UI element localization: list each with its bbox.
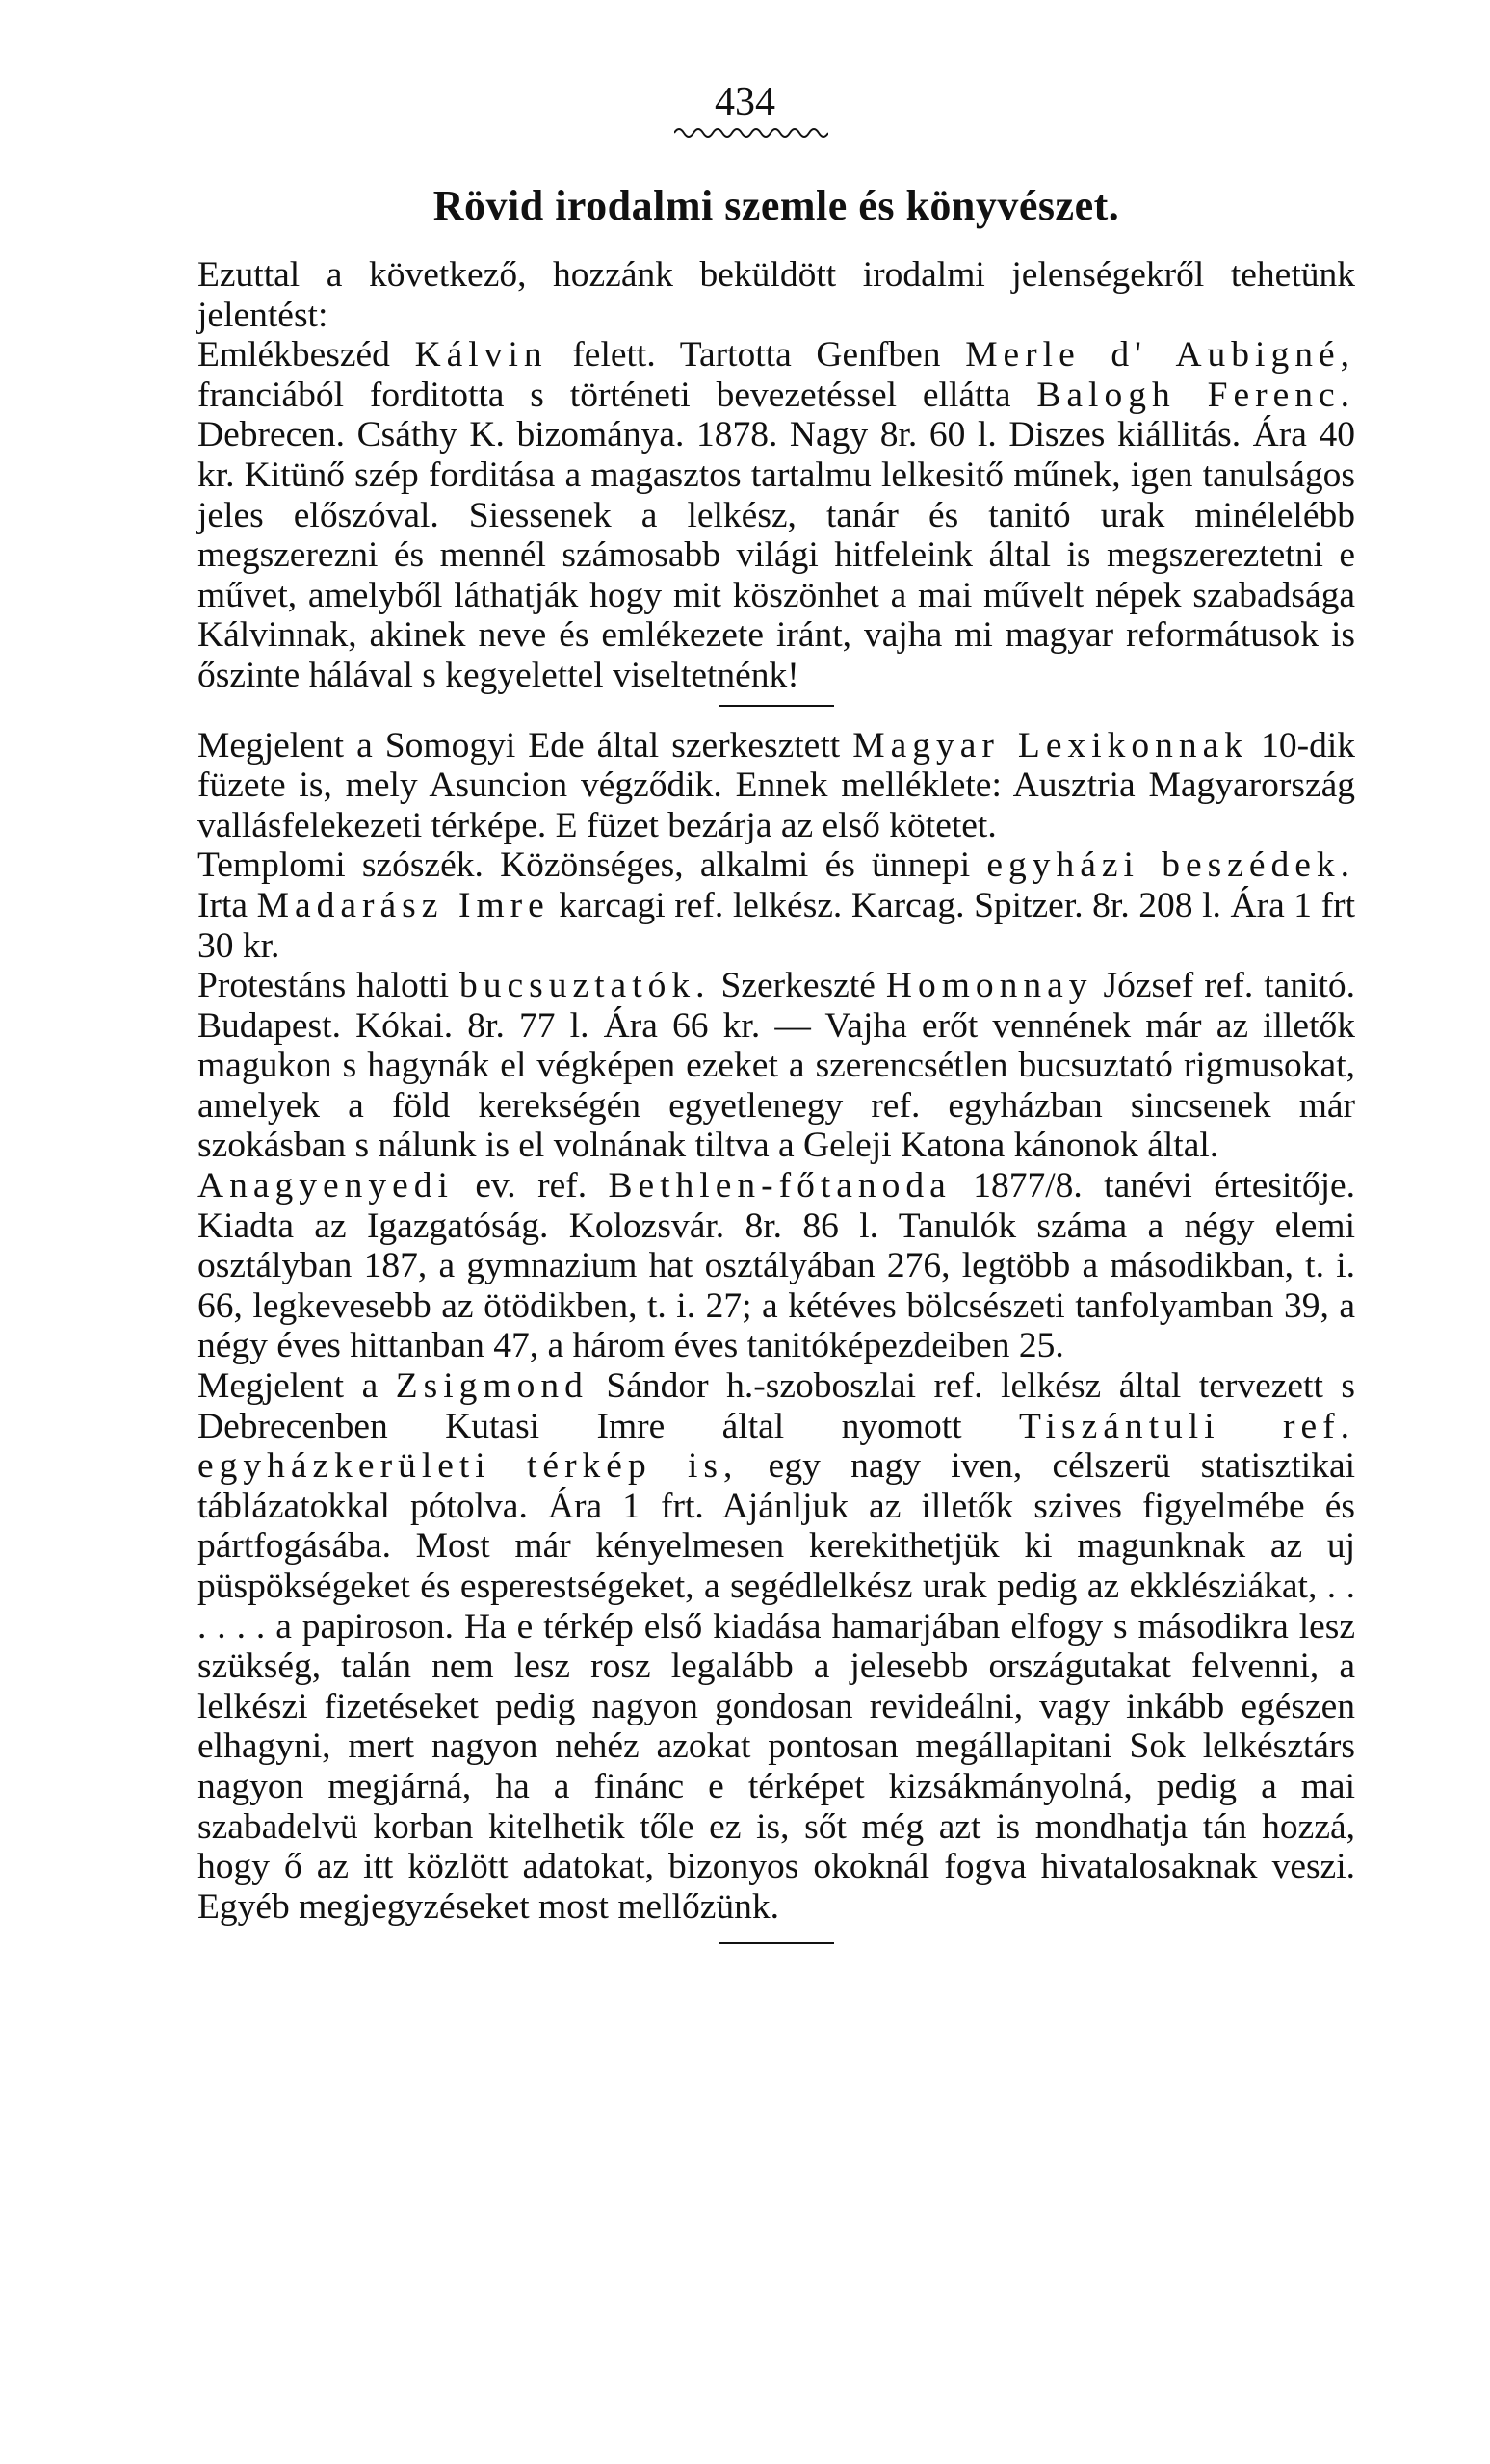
end-divider: [719, 1942, 834, 1944]
review-bucsuztatok: Protestáns halotti bucsuztatók. Szerkeszté Homonnay József ref. tanitó. Budapest. Kókai. 8r. 77 l. Ára 66 kr. — Vajha erőt vennének már az illetők magukon s hagynák el végképen ezeket a szerencsétlen bucsuztató rigmusokat, amelyek a föld kerekségén egyetlenegy ref. egyházban sincsenek már szokásban s nálunk is el volnának tiltva a Geleji Katona kánonok által.: [197, 966, 1356, 1166]
review-ertesito: Anagyenyedi ev. ref. Bethlen-főtanoda 1877/8. tanévi értesitője. Kiadta az Igazgatóság. Kolozsvár. 8r. 86 l. Tanulók száma a négy elemi osztályban 187, a gymnazium hat osztályában 276, legtöbb a másodikban, t. i. 66, legkevesebb az ötödikben, t. i. 27; a kétéves bölcsészeti tanfolyamban 39, a négy éves hittanban 47, a három éves tanitóképezdeiben 25.: [197, 1166, 1356, 1366]
section-title: Rövid irodalmi szemle és könyvészet.: [432, 182, 1120, 229]
intro-paragraph: Ezuttal a következő, hozzánk beküldött irodalmi jelenségekről tehetünk jelentést:: [197, 255, 1355, 335]
review-terkep: Megjelent a Zsigmond Sándor h.-szoboszlai ref. lelkész által tervezett s Debrecenben Kutasi Imre által nyomott Tiszántuli ref. egyházkerületi térkép is, egy nagy iven, célszerü statisztikai táblázatokkal pótolva. Ára 1 frt. Ajánljuk az illetők szives figyelmébe és pártfogásába. Most már kényelmesen kerekithetjük ki magunknak az uj püspökségeket és esperestségeket, a segédlelkész urak pedig az ekklésziákat, . . . . . . a papiroson. Ha e térkép első kiadása hamarjában elfogy s másodikra lesz szükség, talán nem lesz rosz legalább a jelesebb országutakat felvenni, a lelkészi fizetéseket pedig nagyon gondosan revideálni, vagy inkább egészen elhagyni, mert nagyon nehéz azokat pontosan megállapitani Sok lelkésztárs nagyon megjárná, ha a finánc e térképet kizsákmányolná, pedig a mai szabadelvü korban kitelhetik tőle ez is, sőt még azt is mondhatja tán hozzá, hogy ő az itt közlött adatokat, bizonyos okoknál fogva hivatalosaknak veszi. Egyéb megjegyzéseket most mellőzünk.: [197, 1366, 1356, 1927]
review-szoszek: Templomi szószék. Közönséges, alkalmi és ünnepi egyházi beszédek. Irta Madarász Imre karcagi ref. lelkész. Karcag. Spitzer. 8r. 208 l. Ára 1 frt 30 kr.: [197, 845, 1356, 966]
review-lexikon: Megjelent a Somogyi Ede által szerkesztett Magyar Lexikonnak 10-dik füzete is, mely Asuncion végződik. Ennek melléklete: Ausztria Magyarország vallásfelekezeti térképe. E füzet bezárja az első kötetet.: [197, 725, 1356, 845]
review-kalvin: Emlékbeszéd Kálvin felett. Tartotta Genfben Merle d' Aubigné, franciából forditotta s történeti bevezetéssel ellátta Balogh Ferenc. Debrecen. Csáthy K. bizománya. 1878. Nagy 8r. 60 l. Diszes kiállitás. Ára 40 kr. Kitünő szép forditása a magasztos tartalmu lelkesitő műnek, igen tanulságos jeles előszóval. Siessenek a lelkész, tanár és tanitó urak minélelébb megszerezni és mennél számosabb világi hitfeleink által is megszereztetni e művet, amelyből láthatják hogy mit köszönhet a mai művelt népek szabadsága Kálvinnak, akinek neve és emlékezete iránt, vajha mi magyar reformátusok is őszinte hálával s kegyelettel viseltetnénk!: [197, 335, 1355, 695]
page-number: 434: [715, 80, 775, 124]
ornamental-wave-rule: [674, 125, 828, 141]
article-body: [197, 255, 1355, 1963]
section-divider: [719, 705, 834, 707]
